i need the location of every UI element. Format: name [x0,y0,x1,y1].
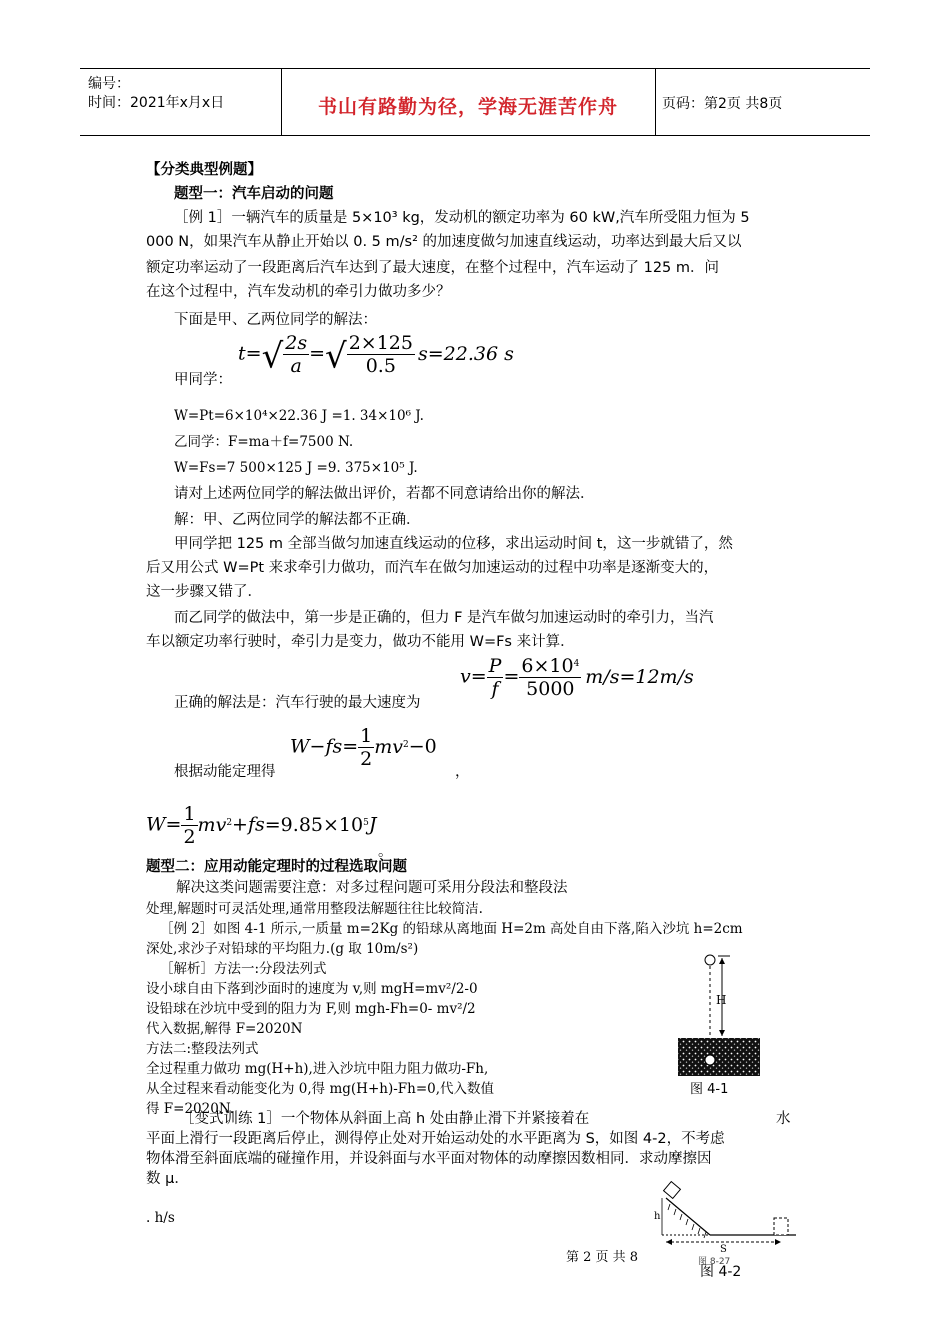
comma: ， [455,764,470,780]
type2-text: 解决这类问题需要注意：对多过程问题可采用分段法和整段法 [176,880,568,896]
header-meta [88,75,224,113]
max-speed-result: m/s=12m/s [585,665,694,688]
solutions-intro: 下面是甲、乙两位同学的解法： [174,312,377,328]
example1-line: 在这个过程中，汽车发动机的牵引力做功多少？ [146,284,451,300]
analysis-step: 从全过程来看动能变化为 0,得 mg(H+h)-Fh=0,代入数值 [146,1081,495,1097]
analysis-line: 而乙同学的做法中，第一步是正确的，但力 F 是汽车做匀加速运动时的牵引力，当汽 [174,610,714,626]
figure-4-2-caption: 图 4-2 [700,1264,742,1280]
kinetic-theorem-label: 根据动能定理得 [174,764,276,780]
block-start [664,1182,681,1199]
analysis-line: 甲同学把 125 m 全部当做匀加速直线运动的位移，求出运动时间 t，这一步就错了，然 [174,536,733,552]
figure-4-1-drawing [670,950,770,1100]
analysis-line: 后又用公式 W=Pt 来求牵引力做功，而汽车在做匀加速运动的过程中功率是逐渐变大的， [146,560,719,576]
example2-line: ［例 2］如图 4-1 所示,一质量 m=2Kg 的铅球从离地面 H=2m 高处自由下落,陷入沙坑 h=2cm [160,921,743,937]
correct-method-label: 正确的解法是：汽车行驶的最大速度为 [174,695,421,711]
page-header [80,68,870,136]
header-page-info: 页码：第2页 共8页 [662,96,783,112]
jia-work: W=Pt=6×10⁴×22.36 J =1. 34×10⁶ J. [174,408,424,424]
analysis-line: 车以额定功率行驶时，牵引力是变力，做功不能用 W=Fs 来计算． [146,634,575,650]
analysis-step: 设小球自由下落到沙面时的速度为 v,则 mgH=mv²/2-0 [146,981,478,997]
variant-line: 物体滑至斜面底端的碰撞作用，并设斜面与水平面对物体的动摩擦因数相同．求动摩擦因 [146,1151,712,1167]
figure-4-2 [648,1180,798,1290]
header-motto: 书山有路勤为径，学海无涯苦作舟 [317,96,618,118]
analysis-step: 方法二:整段法列式 [146,1041,259,1057]
type2-text: 处理,解题时可灵活处理,通常用整段法解题往往比较简洁. [146,901,483,917]
analysis-title: ［解析］方法一:分段法列式 [160,961,327,977]
figure-4-1-caption: 图 4-1 [690,1082,729,1097]
yi-force: 乙同学：F=ma＋f=7500 N. [174,434,354,450]
variant-line: ［变式训练 1］一个物体从斜面上高 h 处由静止滑下并紧接着在 [180,1111,590,1127]
example1-line: 额定功率运动了一段距离后汽车达到了最大速度，在整个过程中，汽车运动了 125 m．问 [146,260,720,276]
variant-answer: . h/s [146,1210,175,1226]
example2-line: 深处,求沙子对铅球的平均阻力.(g 取 10m/s²) [146,941,419,957]
page-footer: 第 2 页 共 8 [566,1250,639,1265]
analysis-step: 设铅球在沙坑中受到的阻力为 F,则 mgh-Fh=0- mv²/2 [146,1001,476,1017]
equation-max-speed: v= $\frac{P}{f}$ = $\frac{6\times 10^4}{5000}$ m/s=12m/s [460,655,694,700]
distance-label: S [720,1244,727,1255]
section-title: 【分类典型例题】 [146,162,262,178]
sand-pit [678,1038,760,1076]
period: 。 [378,844,393,860]
example1-line: 000 N，如果汽车从静止开始以 0. 5 m/s² 的加速度做匀加速直线运动，功率达到最大后又以 [146,234,742,250]
ball-end [705,1055,715,1065]
jia-label: 甲同学： [174,372,232,388]
time-result: s=22.36 s [417,342,514,365]
block-end [774,1218,788,1235]
variant-line: 数 μ． [146,1171,189,1187]
header-divider [655,69,656,135]
figure-small-caption: 图 8-27 [698,1257,731,1267]
time-label: 时间：2021年x月x日 [88,95,225,111]
header-divider [281,69,282,135]
analysis-line: 这一步骤又错了． [146,584,262,600]
analysis-step: 全过程重力做功 mg(H+h),进入沙坑中阻力阻力做功-Fh, [146,1061,489,1077]
variant-line-end: 水 [776,1111,791,1127]
analysis-step: 代入数据,解得 F=2020N [146,1021,303,1037]
yi-work: W=Fs=7 500×125 J =9. 375×10⁵ J. [174,460,418,476]
evaluate-prompt: 请对上述两位同学的解法做出评价，若都不同意请给出你的解法． [174,486,595,502]
incline [666,1198,710,1235]
height-label: h [654,1211,661,1222]
equation-kinetic-theorem: W−fs= $\frac{1}{2}$ $mv^2-0$ [290,725,437,770]
equation-time: t=√ $\frac{2s}{a}$ =√ $\frac{2\times 125}{0.5}$ s=22.36 s [238,332,514,377]
example1-line: ［例 1］一辆汽车的质量是 5×10³ kg，发动机的额定功率为 60 kW,汽车所受阻力恒为 5 [174,210,750,226]
answer-intro: 解：甲、乙两位同学的解法都不正确． [174,512,421,528]
type2-title: 题型二：应用动能定理时的过程选取问题 [146,859,407,875]
number-label: 编号： [88,76,130,92]
ball-start [705,955,715,965]
figure-4-1 [670,950,770,1100]
analysis-step: 得 F=2020N. [146,1101,235,1117]
type1-title: 题型一：汽车启动的问题 [174,186,334,202]
height-label: H [716,993,727,1007]
equation-work-result: W= $\frac{1}{2}$ $mv^2+fs=9.85\times 10^5J$ [146,803,377,848]
variant-line: 平面上滑行一段距离后停止，测得停止处对开始运动处的水平距离为 S，如图 4-2，不考虑 [146,1131,725,1147]
